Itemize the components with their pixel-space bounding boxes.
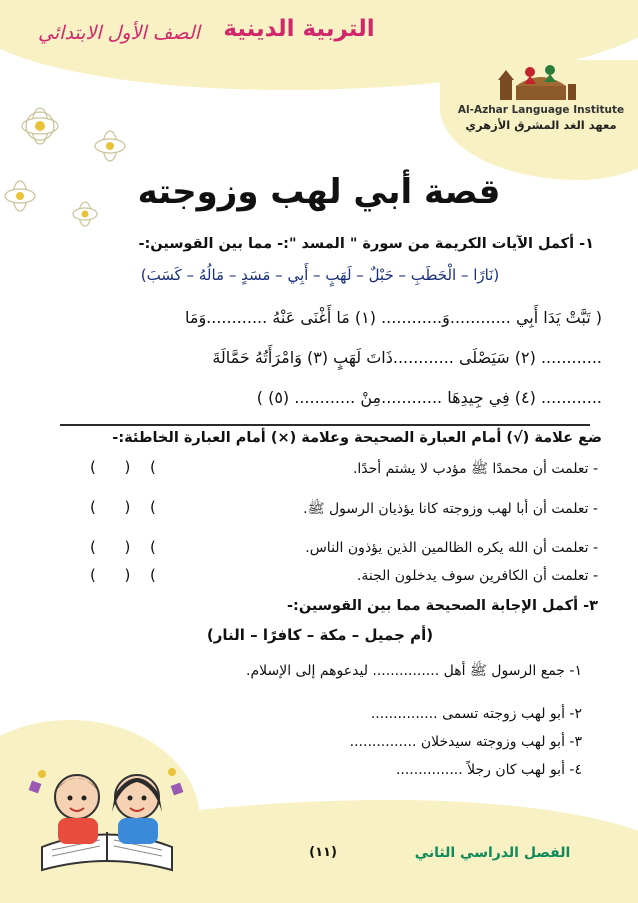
flower-icon <box>0 96 160 246</box>
question-3-word-bank: (أم جميل – مكة – كافرًا – النار) <box>206 626 434 644</box>
question-3-item-1: ١- جمع الرسول ﷺ أهل ............... ليدعوهم إلى الإسلام. <box>246 663 582 679</box>
question-3-item-2: ٢- أبو لهب زوجته تسمى ............... <box>370 706 582 722</box>
page-number: (١١) <box>309 845 337 860</box>
answer-box-2b[interactable]: ( <box>150 498 156 516</box>
question-3-heading: ٣- أكمل الإجابة الصحيحة مما بين القوسين:- <box>287 598 598 614</box>
answer-box-3b[interactable]: ( <box>150 538 156 556</box>
answer-box-1b[interactable]: ( <box>150 458 156 476</box>
institute-name-arabic: معهد الغد المشرق الأزهري <box>465 118 617 132</box>
question-1-word-bank: (نَارًا – الْحَطَبِ – حَبْلٌ – لَهَبٍ – أَبِي – مَسَدٍ – مَالُهُ – كَسَبَ) <box>140 266 500 284</box>
answer-box-4[interactable]: ( ) <box>90 566 131 584</box>
statement-4: - تعلمت أن الكافرين سوف يدخلون الجنة. <box>356 568 598 584</box>
divider-1 <box>60 424 590 426</box>
question-1-line-2: ............ (٢) سَيَصْلَى ............ذَاتَ لَهَبٍ (٣) وَامْرَأَتُهُ حَمَّالَةَ <box>212 348 602 367</box>
question-1-line-3: ............ (٤) فِي جِيدِهَا ............مِنْ ............ (٥) ) <box>256 388 602 407</box>
question-3-item-3: ٣- أبو لهب وزوجته سيدخلان ............... <box>349 734 582 750</box>
lesson-title: قصة أبي لهب وزوجته <box>137 172 501 212</box>
institute-logo-icon <box>490 58 590 104</box>
answer-box-1[interactable]: ( ) <box>90 458 131 476</box>
question-1-line-1: ( تَبَّتْ يَدَا أَبِي ............وَ............ (١) مَا أَغْنَى عَنْهُ ............وَمَا <box>185 308 602 327</box>
statement-2: - تعلمت أن أبا لهب وزوجته كانا يؤذيان الرسول ﷺ. <box>303 501 598 517</box>
answer-box-2[interactable]: ( ) <box>90 498 131 516</box>
children-reading-icon <box>22 752 192 882</box>
subject-title: التربية الدينية <box>223 16 375 42</box>
question-1-heading: ١- أكمل الآيات الكريمة من سورة " المسد ":- مما بين القوسين:- <box>138 236 594 252</box>
statement-1: - تعلمت أن محمدًا ﷺ مؤدب لا يشتم أحدًا. <box>352 461 598 477</box>
answer-box-4b[interactable]: ( <box>150 566 156 584</box>
question-2-heading: ضع علامة (√) أمام العبارة الصحيحة وعلامة (×) أمام العبارة الخاطئة:- <box>112 430 602 446</box>
term-label: الفصل الدراسي الثاني <box>414 845 571 861</box>
statement-3: - تعلمت أن الله يكره الظالمين الذين يؤذون الناس. <box>305 540 598 556</box>
grade-title: الصف الأول الابتدائي <box>38 22 200 44</box>
question-3-item-4: ٤- أبو لهب كان رجلاً ............... <box>395 762 582 778</box>
institute-name-english: Al-Azhar Language Institute <box>457 104 625 116</box>
answer-box-3[interactable]: ( ) <box>90 538 131 556</box>
